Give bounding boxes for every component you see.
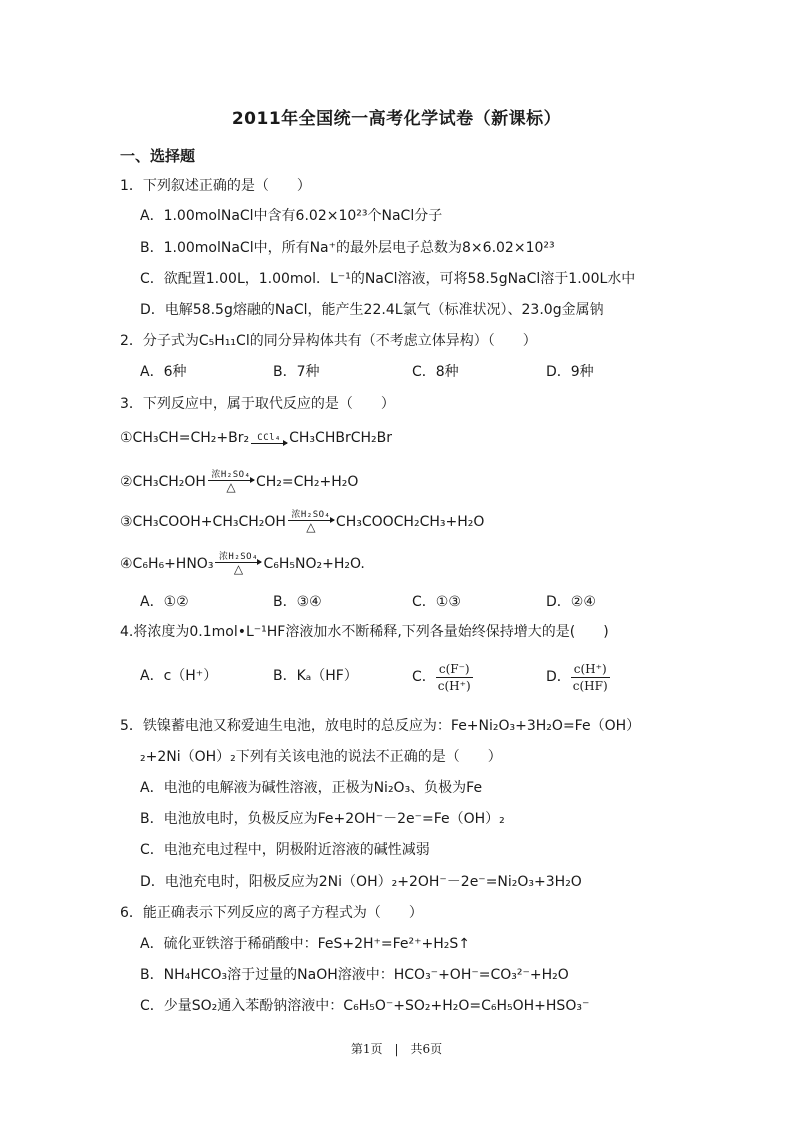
- reaction-1-products: CH₃CHBrCH₂Br: [289, 430, 392, 446]
- question-3-option-a: A．①②: [140, 594, 189, 610]
- page-footer: 第1页 | 共6页: [350, 1042, 443, 1056]
- question-4-stem: 4.将浓度为0.1mol•L⁻¹HF溶液加水不断稀释,下列各量始终保持增大的是( ): [120, 624, 609, 640]
- question-4-option-c-fraction: [436, 661, 473, 694]
- section-heading: 一、选择题: [120, 147, 196, 165]
- reaction-2-condition-top: 浓H₂SO₄: [211, 470, 251, 480]
- question-4-option-d: [546, 654, 610, 700]
- question-1-option-b: B．1.00molNaCl中，所有Na⁺的最外层电子总数为8×6.02×10²³: [140, 240, 555, 256]
- question-2-option-c: C．8种: [412, 364, 459, 380]
- question-3-option-c: C．①③: [412, 594, 461, 610]
- reaction-3-condition-top: 浓H₂SO₄: [291, 510, 331, 520]
- reaction-3: [120, 504, 484, 540]
- question-1-stem: 1．下列叙述正确的是（ ）: [120, 178, 311, 194]
- reaction-3-products: CH₃COOCH₂CH₃+H₂O: [335, 514, 485, 530]
- question-4-option-d-label: D．: [546, 669, 571, 685]
- question-2-option-b: B．7种: [273, 364, 320, 380]
- question-5-stem-line-1: 5．铁镍蓄电池又称爱迪生电池，放电时的总反应为：Fe+Ni₂O₃+3H₂O=Fe（OH）: [120, 718, 641, 734]
- question-6-stem: 6．能正确表示下列反应的离子方程式为（ ）: [120, 905, 423, 921]
- reaction-2: [120, 464, 358, 500]
- reaction-1-arrow: [251, 433, 287, 444]
- reaction-2-products: CH₂=CH₂+H₂O: [255, 474, 359, 490]
- question-2-options: [140, 362, 740, 382]
- question-6-option-b: B．NH₄HCO₃溶于过量的NaOH溶液中：HCO₃⁻+OH⁻=CO₃²⁻+H₂O: [140, 967, 569, 983]
- question-2-stem: 2．分子式为C₅H₁₁Cl的同分异构体共有（不考虑立体异构）（ ）: [120, 333, 537, 349]
- question-2-option-a: A．6种: [140, 364, 187, 380]
- reaction-2-arrow: [208, 470, 254, 494]
- reaction-2-heat-icon: △: [226, 480, 236, 494]
- reaction-4-condition-top: 浓H₂SO₄: [218, 552, 258, 562]
- question-3-option-b: B．③④: [273, 594, 322, 610]
- reaction-4-products: C₆H₅NO₂+H₂O.: [263, 556, 365, 572]
- question-5-option-a: A．电池的电解液为碱性溶液，正极为Ni₂O₃、负极为Fe: [140, 780, 483, 796]
- question-6-option-c: C．少量SO₂通入苯酚钠溶液中：C₆H₅O⁻+SO₂+H₂O=C₆H₅OH+HSO₃⁻: [140, 998, 590, 1014]
- reaction-3-arrow: [288, 510, 334, 534]
- question-4-option-d-fraction: [571, 661, 610, 694]
- reaction-4-reactants: ④C₆H₆+HNO₃: [120, 556, 214, 572]
- reaction-1: [120, 424, 392, 452]
- question-4-option-b: B．Kₐ（HF）: [273, 668, 358, 684]
- question-6-option-a: A．硫化亚铁溶于稀硝酸中：FeS+2H⁺=Fe²⁺+H₂S↑: [140, 936, 471, 952]
- fraction-denominator: c(H⁺): [437, 678, 471, 693]
- question-4-option-a: A．c（H⁺）: [140, 668, 218, 684]
- question-4-option-c-label: C．: [412, 669, 436, 685]
- page-title: 2011年全国统一高考化学试卷（新课标）: [231, 109, 562, 129]
- reaction-4: [120, 546, 365, 582]
- reaction-1-condition: CCl₄: [257, 432, 281, 443]
- reaction-1-reactants: ①CH₃CH=CH₂+Br₂: [120, 430, 250, 446]
- question-2-option-d: D．9种: [546, 364, 594, 380]
- fraction-denominator: c(HF): [572, 678, 608, 693]
- question-1-option-a: A．1.00molNaCl中含有6.02×10²³个NaCl分子: [140, 208, 443, 224]
- question-5-option-b: B．电池放电时，负极反应为Fe+2OH⁻－2e⁻=Fe（OH）₂: [140, 811, 505, 827]
- question-1-option-c: C．欲配置1.00L，1.00mol．L⁻¹的NaCl溶液，可将58.5gNaCl溶于1.00L水中: [140, 271, 636, 287]
- question-3-stem: 3．下列反应中，属于取代反应的是（ ）: [120, 396, 395, 412]
- reaction-3-reactants: ③CH₃COOH+CH₃CH₂OH: [120, 514, 286, 530]
- reaction-3-heat-icon: △: [306, 520, 316, 534]
- question-1-option-d: D．电解58.5g熔融的NaCl，能产生22.4L氯气（标准状况）、23.0g金属钠: [140, 302, 604, 318]
- question-4-options: [140, 654, 740, 700]
- reaction-4-arrow: [215, 552, 261, 576]
- fraction-numerator: c(H⁺): [571, 661, 610, 678]
- question-3-options: [140, 592, 740, 612]
- reaction-2-reactants: ②CH₃CH₂OH: [120, 474, 206, 490]
- question-5-option-c: C．电池充电过程中，阴极附近溶液的碱性减弱: [140, 842, 430, 858]
- fraction-numerator: c(F⁻): [436, 661, 473, 678]
- question-3-option-d: D．②④: [546, 594, 596, 610]
- reaction-4-heat-icon: △: [233, 562, 244, 576]
- question-5-option-d: D．电池充电时，阳极反应为2Ni（OH）₂+2OH⁻－2e⁻=Ni₂O₃+3H₂O: [140, 874, 582, 890]
- question-4-option-c: [412, 654, 473, 700]
- question-5-stem-line-2: ₂+2Ni（OH）₂下列有关该电池的说法不正确的是（ ）: [140, 749, 502, 765]
